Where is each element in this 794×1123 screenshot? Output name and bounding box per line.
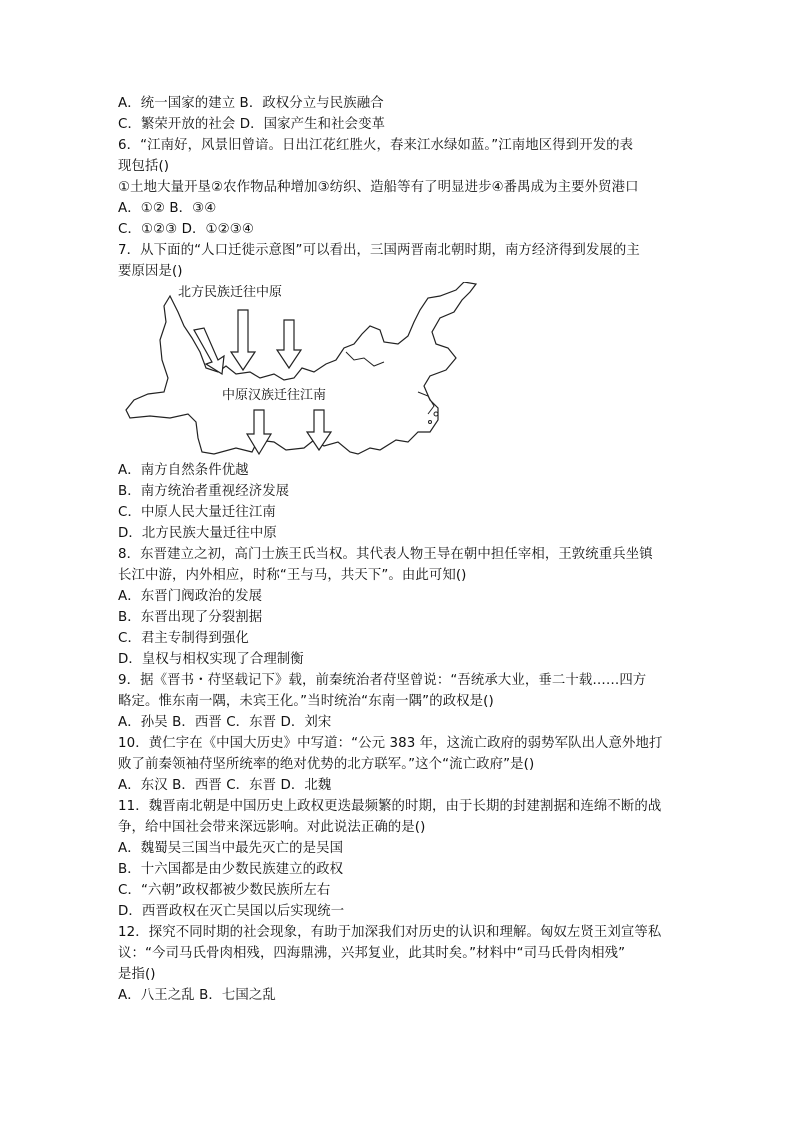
text-line: A．孙吴 B．西晋 C．东晋 D．刘宋 [118, 715, 332, 730]
text-line: 11．魏晋南北朝是中国历史上政权更迭最频繁的时期，由于长期的封建割据和连绵不断的战 [118, 799, 662, 814]
text-line: ①土地大量开垦②农作物品种增加③纺织、造船等有了明显进步④番禺成为主要外贸港口 [118, 180, 639, 195]
text-line: 12．探究不同时期的社会现象，有助于加深我们对历史的认识和理解。匈奴左贤王刘宣等私 [118, 925, 662, 940]
text-line: B．东晋出现了分裂割据 [118, 610, 263, 625]
map-label-north: 北方民族迁往中原 [178, 285, 283, 300]
migration-map [118, 282, 678, 460]
text-line: B．南方统治者重视经济发展 [118, 484, 290, 499]
text-line: D．北方民族大量迁往中原 [118, 526, 277, 541]
arrow-down-icon [194, 328, 224, 374]
text-line: C．君主专制得到强化 [118, 631, 249, 646]
text-line: 9．据《晋书・苻坚载记下》载，前秦统治者苻坚曾说：“吾统承大业，垂二十载……四方 [118, 673, 647, 688]
text-line: 现包括() [118, 159, 170, 174]
text-line: 议：“今司马氏骨肉相残，四海鼎沸，兴邦复业，此其时矣。”材料中“司马氏骨肉相残” [118, 946, 626, 961]
text-line: A．魏蜀吴三国当中最先灭亡的是吴国 [118, 841, 344, 856]
text-line: C．①②③ D．①②③④ [118, 222, 254, 237]
text-line: D．皇权与相权实现了合理制衡 [118, 652, 304, 667]
text-line: A．南方自然条件优越 [118, 463, 249, 478]
text-line: 败了前秦领袖苻坚所统率的绝对优势的北方联军。”这个“流亡政府”是() [118, 757, 535, 772]
text-line: 争，给中国社会带来深远影响。对此说法正确的是() [118, 820, 426, 835]
text-line: B．十六国都是由少数民族建立的政权 [118, 862, 344, 877]
text-line: 8．东晋建立之初，高门士族王氏当权。其代表人物王导在朝中担任宰相，王敦统重兵坐镇 [118, 547, 653, 562]
text-line: A．统一国家的建立 B．政权分立与民族融合 [118, 96, 384, 111]
text-line: A．八王之乱 B．七国之乱 [118, 988, 276, 1003]
text-line: A．东晋门阀政治的发展 [118, 589, 263, 604]
exam-page [118, 93, 678, 1006]
text-line: 10．黄仁宇在《中国大历史》中写道：“公元 383 年，这流亡政府的弱势军队出人意外地打 [118, 736, 663, 751]
map-outline [118, 282, 678, 460]
arrow-down-icon [231, 310, 255, 370]
text-line: 是指() [118, 967, 156, 982]
map-label-south: 中原汉族迁往江南 [222, 388, 327, 403]
question-block-top [118, 93, 678, 282]
text-line: 6．“江南好，风景旧曾谙。日出江花红胜火，春来江水绿如蓝。”江南地区得到开发的表 [118, 138, 634, 153]
arrow-down-icon [247, 410, 271, 454]
text-line: D．西晋政权在灭亡吴国以后实现统一 [118, 904, 345, 919]
arrow-down-icon [307, 410, 331, 450]
text-line: A．东汉 B．西晋 C．东晋 D．北魏 [118, 778, 332, 793]
text-line: 长江中游，内外相应，时称“王与马，共天下”。由此可知() [118, 568, 467, 583]
text-line: 7．从下面的“人口迁徙示意图”可以看出，三国两晋南北朝时期，南方经济得到发展的主 [118, 243, 640, 258]
text-line: 略定。惟东南一隅，未宾王化。”当时统治“东南一隅”的政权是() [118, 694, 494, 709]
text-line: 要原因是() [118, 264, 183, 279]
text-line: C．中原人民大量迁往江南 [118, 505, 276, 520]
question-block-bottom [118, 460, 678, 1006]
arrow-down-icon [277, 320, 301, 368]
text-line: C．“六朝”政权都被少数民族所左右 [118, 883, 331, 898]
text-line: C．繁荣开放的社会 D．国家产生和社会变革 [118, 117, 386, 132]
text-line: A．①② B．③④ [118, 201, 217, 216]
